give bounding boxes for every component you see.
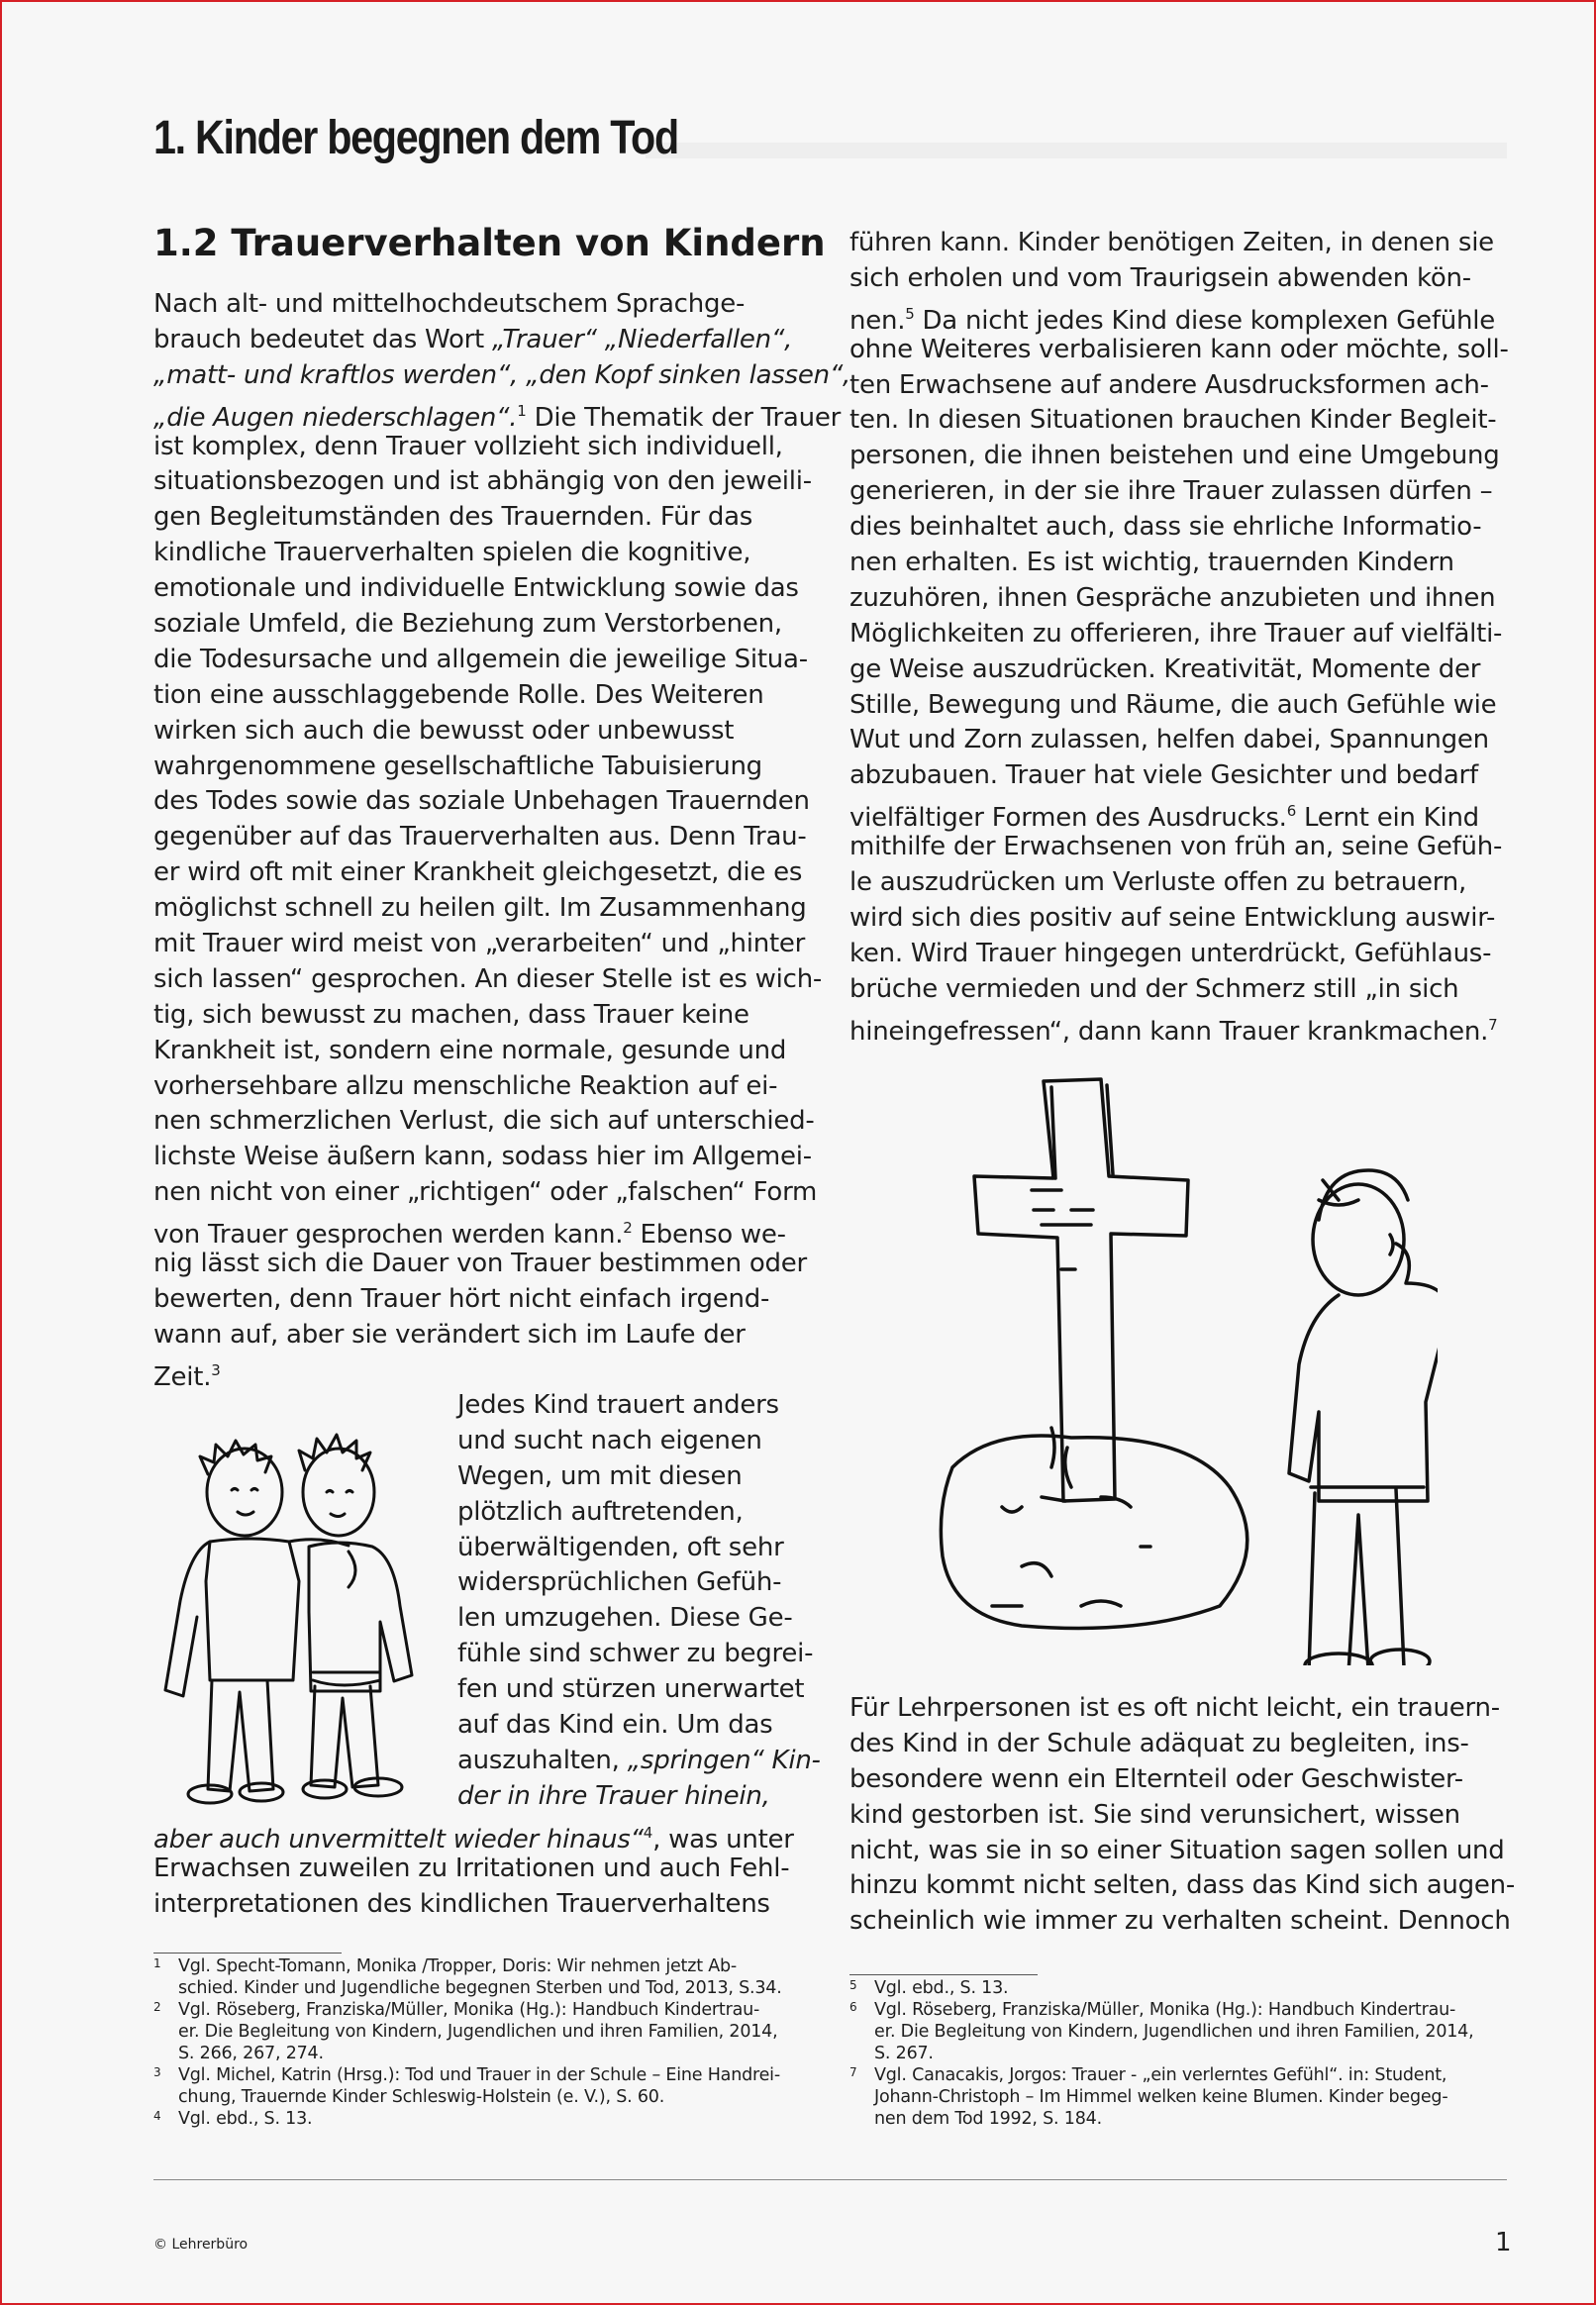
text-line: er wird oft mit einer Krankheit gleichgesetzt, die es <box>153 857 803 888</box>
footer-rule <box>153 2179 1507 2180</box>
text-line: aber auch unvermittelt wieder hinaus“$^4$, was unter <box>153 1824 794 1854</box>
text-line: hineingefressen“, dann kann Trauer krankmachen.$^7$ <box>849 1015 1498 1047</box>
text-line: personen, die ihnen beistehen und eine Umgebung <box>849 441 1500 471</box>
text-line: Zeit.$^3$ <box>153 1360 221 1392</box>
text-line: zuzuhören, ihnen Gespräche anzubieten und ihnen <box>849 582 1496 613</box>
text-line: wahrgenommene gesellschaftliche Tabuisierung <box>153 751 762 781</box>
footnote: 5 Vgl. ebd., S. 13. <box>849 1978 1009 1998</box>
text-line: vorhersehbare allzu menschliche Reaktion auf ei- <box>153 1070 778 1101</box>
footnote-ref: 3 <box>211 1360 221 1379</box>
text-line: bewerten, denn Trauer hört nicht einfach irgend- <box>153 1283 770 1314</box>
text-line: nen.$^5$ Da nicht jedes Kind diese komplexen Gefühle <box>849 304 1495 336</box>
text-line: ohne Weiteres verbalisieren kann oder möchte, soll- <box>849 334 1509 364</box>
text-line: gen Begleitumständen des Trauernden. Für das <box>153 502 753 533</box>
footnote-ref: 6 <box>1286 802 1296 821</box>
text-line: interpretationen des kindlichen Trauerverhaltens <box>153 1888 770 1919</box>
text-line: situationsbezogen und ist abhängig von den jeweili- <box>153 466 812 497</box>
text-line: Wut und Zorn zulassen, helfen dabei, Spannungen <box>849 725 1489 755</box>
text-line: nicht, was sie in so einer Situation sagen sollen und <box>849 1835 1505 1865</box>
text-line: emotionale und individuelle Entwicklung sowie das <box>153 573 799 604</box>
text-line: ten. In diesen Situationen brauchen Kinder Begleit- <box>849 405 1497 436</box>
text-line: sich lassen“ gesprochen. An dieser Stelle ist es wich- <box>153 963 823 994</box>
text-line: möglichst schnell zu heilen gilt. Im Zusammenhang <box>153 893 807 924</box>
text-line: vielfältiger Formen des Ausdrucks.$^6$ Lernt ein Kind <box>849 802 1479 834</box>
text-line: Wegen, um mit diesen <box>457 1460 743 1491</box>
text-line: und sucht nach eigenen <box>457 1425 762 1455</box>
section-title: 1.2 Trauerverhalten von Kindern <box>153 222 826 264</box>
text-line: von Trauer gesprochen werden kann.$^2$ Ebenso we- <box>153 1219 786 1251</box>
text-line: Krankheit ist, sondern eine normale, gesunde und <box>153 1035 787 1065</box>
footnote-ref: 1 <box>517 401 527 420</box>
text-line: wirken sich auch die bewusst oder unbewusst <box>153 715 735 746</box>
text-line: le auszudrücken um Verluste offen zu betrauern, <box>849 867 1466 898</box>
text-line: die Todesursache und allgemein die jeweilige Situa- <box>153 644 808 674</box>
text-line: „matt- und kraftlos werden“, „den Kopf sinken lassen“, <box>153 359 851 390</box>
footnotes-left <box>153 1955 827 2130</box>
after-wrap-text <box>153 1816 794 1923</box>
footnote-rule-right <box>849 1974 1038 1975</box>
footnote-rule-left <box>153 1953 342 1954</box>
wrap-text-block <box>457 1388 821 1815</box>
text-line: mithilfe der Erwachsenen von früh an, seine Gefüh- <box>849 832 1503 862</box>
footnote: 7 Vgl. Canacakis, Jorgos: Trauer - „ein verlerntes Gefühl“. in: Student, Johann-Christoph – Im Himmel welken keine Blumen. Kinder begeg- nen dem Tod 1992, S. 184. <box>849 2065 1448 2129</box>
footnote-ref: 2 <box>623 1219 633 1238</box>
text-line: überwältigenden, oft sehr <box>457 1532 784 1562</box>
text-line: wird sich dies positiv auf seine Entwicklung auswir- <box>849 902 1496 933</box>
text-line: Erwachsen zuweilen zu Irritationen und auch Fehl- <box>153 1853 790 1883</box>
copyright: © Lehrerbüro <box>153 2237 249 2253</box>
text-line: soziale Umfeld, die Beziehung zum Verstorbenen, <box>153 609 782 640</box>
text-line: ist komplex, denn Trauer vollzieht sich individuell, <box>153 431 783 461</box>
text-line: ten Erwachsene auf andere Ausdrucksformen ach- <box>849 369 1489 400</box>
text-line: tig, sich bewusst zu machen, dass Trauer keine <box>153 999 749 1030</box>
text-line: des Kind in der Schule adäquat zu begleiten, ins- <box>849 1728 1469 1758</box>
text-line: Stille, Bewegung und Räume, die auch Gefühle wie <box>849 689 1497 720</box>
text-line: „die Augen niederschlagen“.$^1$ Die Thematik der Trauer <box>153 401 842 433</box>
text-line: des Todes sowie das soziale Unbehagen Trauernden <box>153 786 810 817</box>
grave-cross-child-illustration <box>923 1071 1438 1665</box>
text-line: abzubauen. Trauer hat viele Gesichter und bedarf <box>849 760 1478 791</box>
text-line: brauch bedeutet das Wort „Trauer“ „Niederfallen“, <box>153 324 793 354</box>
right-column <box>849 226 1515 1047</box>
text-line: ge Weise auszudrücken. Kreativität, Momente der <box>849 653 1481 684</box>
footnote: 1 Vgl. Specht-Tomann, Monika /Tropper, Doris: Wir nehmen jetzt Ab- schied. Kinder und Jugendliche begegnen Sterben und Tod, 2013, S.34. <box>153 1956 782 1998</box>
text-line: Nach alt- und mittelhochdeutschem Sprachge- <box>153 289 746 319</box>
text-line: wann auf, aber sie verändert sich im Laufe der <box>153 1319 746 1350</box>
footnote: 3 Vgl. Michel, Katrin (Hrsg.): Tod und Trauer in der Schule – Eine Handrei- chung, Trauernde Kinder Schleswig-Holstein (e. V.), S. 60. <box>153 2065 780 2107</box>
text-line: auszuhalten, „springen“ Kin- <box>457 1745 821 1775</box>
footnote: 6 Vgl. Röseberg, Franziska/Müller, Monika (Hg.): Handbuch Kindertrau- er. Die Begleitung von Kindern, Jugendlichen und ihren Familien, 2014, S. 267. <box>849 2000 1474 2063</box>
footnotes-right <box>849 1977 1523 2130</box>
text-line: scheinlich wie immer zu verhalten scheint. Dennoch <box>849 1906 1511 1937</box>
text-line: Für Lehrpersonen ist es oft nicht leicht, ein trauern- <box>849 1693 1500 1723</box>
left-column <box>153 287 851 1392</box>
text-line: fen und stürzen unerwartet <box>457 1674 805 1705</box>
text-line: besondere wenn ein Elternteil oder Geschwister- <box>849 1763 1463 1794</box>
text-line: nen nicht von einer „richtigen“ oder „falschen“ Form <box>153 1177 818 1208</box>
text-line: mit Trauer wird meist von „verarbeiten“ und „hinter <box>153 929 806 959</box>
text-line: plötzlich auftretenden, <box>457 1496 744 1527</box>
text-line: widersprüchlichen Gefüh- <box>457 1567 782 1598</box>
footnote: 2 Vgl. Röseberg, Franziska/Müller, Monika (Hg.): Handbuch Kindertrau- er. Die Begleitung von Kindern, Jugendlichen und ihren Familien, 2014, S. 266, 267, 274. <box>153 2000 778 2063</box>
text-line: gegenüber auf das Trauerverhalten aus. Denn Trau- <box>153 822 807 852</box>
right-column-lower <box>849 1691 1515 1940</box>
text-line: dies beinhaltet auch, dass sie ehrliche Informatio- <box>849 512 1482 543</box>
footnote-ref: 4 <box>643 1824 653 1842</box>
text-line: tion eine ausschlaggebende Rolle. Des Weiteren <box>153 679 764 710</box>
text-line: len umzugehen. Diese Ge- <box>457 1603 793 1634</box>
chapter-title-band <box>646 143 1507 158</box>
chapter-title: 1. Kinder begegnen dem Tod <box>153 112 678 164</box>
footnote-ref: 5 <box>905 304 915 323</box>
text-line: nen schmerzlichen Verlust, die sich auf unterschied- <box>153 1106 815 1137</box>
text-line: kindliche Trauerverhalten spielen die kognitive, <box>153 538 751 568</box>
text-line: nen erhalten. Es ist wichtig, trauernden Kindern <box>849 548 1454 578</box>
page-number: 1 <box>1495 2228 1512 2257</box>
text-line: führen kann. Kinder benötigen Zeiten, in denen sie <box>849 228 1494 257</box>
text-line: kind gestorben ist. Sie sind verunsichert, wissen <box>849 1799 1460 1830</box>
footnote: 4 Vgl. ebd., S. 13. <box>153 2109 313 2129</box>
text-line: der in ihre Trauer hinein, <box>457 1780 770 1811</box>
text-line: lichste Weise äußern kann, sodass hier im Allgemei- <box>153 1142 812 1172</box>
text-line: ken. Wird Trauer hingegen unterdrückt, Gefühlaus- <box>849 938 1492 968</box>
two-children-illustration <box>150 1413 448 1809</box>
text-line: Jedes Kind trauert anders <box>457 1390 779 1420</box>
text-line: hinzu kommt nicht selten, dass das Kind sich augen- <box>849 1870 1516 1901</box>
text-line: sich erholen und vom Traurigsein abwenden kön- <box>849 262 1471 293</box>
text-line: Möglichkeiten zu offerieren, ihre Trauer auf vielfälti- <box>849 618 1503 649</box>
text-line: brüche vermieden und der Schmerz still „in sich <box>849 973 1459 1004</box>
text-line: fühle sind schwer zu begrei- <box>457 1639 814 1669</box>
footnote-ref: 7 <box>1488 1015 1498 1034</box>
text-line: generieren, in der sie ihre Trauer zulassen dürfen – <box>849 476 1493 507</box>
text-line: nig lässt sich die Dauer von Trauer bestimmen oder <box>153 1249 807 1279</box>
text-line: auf das Kind ein. Um das <box>457 1710 773 1741</box>
